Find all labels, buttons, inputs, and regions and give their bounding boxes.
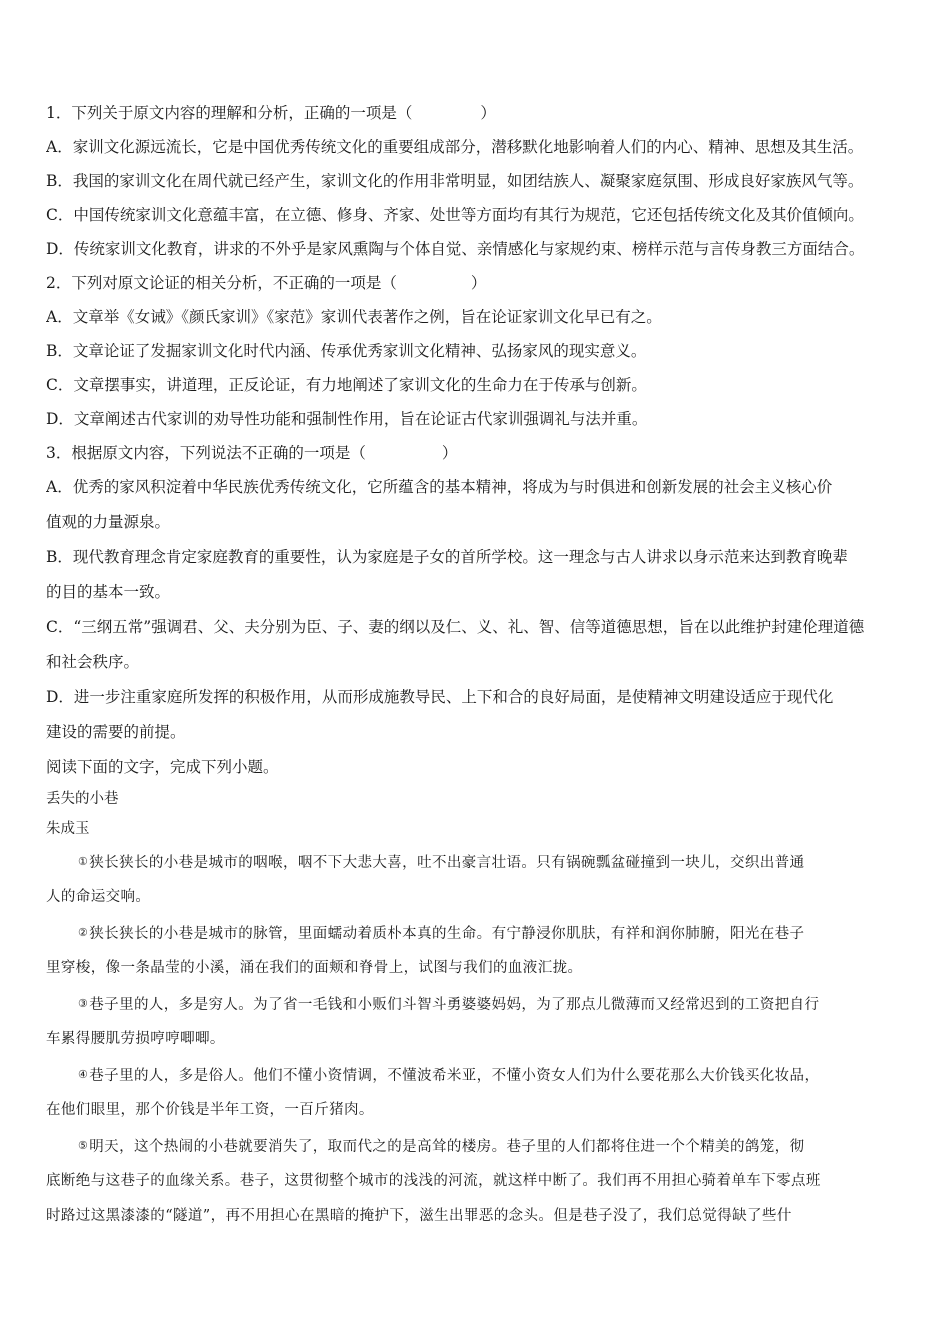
story-title: 丢失的小巷	[46, 791, 119, 807]
story-paragraph-4-cont: 在他们眼里，那个价钱是半年工资，一百斤猪肉。	[46, 1101, 374, 1118]
story-paragraph-1-cont: 人的命运交响。	[46, 888, 151, 905]
story-paragraph-1: ①狭长狭长的小巷是城市的咽喉，咽不下大悲大喜，吐不出豪言壮语。只有锅碗瓢盆碰撞到一块儿，交织出普通	[78, 855, 805, 871]
question-3-option-b-cont: 的目的基本一致。	[46, 583, 171, 601]
question-3-stem: 3．根据原文内容，下列说法不正确的一项是（ ）	[46, 444, 458, 462]
question-3-option-a: A．优秀的家风积淀着中华民族优秀传统文化，它所蕴含的基本精神，将成为与时俱进和创新发展的社会主义核心价	[46, 478, 833, 496]
question-2-option-d: D．文章阐述古代家训的劝导性功能和强制性作用，旨在论证古代家训强调礼与法并重。	[46, 410, 648, 428]
story-paragraph-2: ②狭长狭长的小巷是城市的脉管，里面蠕动着质朴本真的生命。有宁静浸你肌肤，有祥和润你肺腑，阳光在巷子	[78, 926, 805, 942]
story-author: 朱成玉	[46, 821, 90, 837]
story-paragraph-5-cont: 底断绝与这巷子的血缘关系。巷子，这贯彻整个城市的浅浅的河流，就这样中断了。我们再不用担心骑着单车下零点班	[46, 1172, 821, 1189]
story-paragraph-5-cont: 时路过这黑漆漆的“隧道”，再不用担心在黑暗的掩护下，滋生出罪恶的念头。但是巷子没了，我们总觉得缺了些什	[46, 1208, 792, 1224]
question-2-stem: 2．下列对原文论证的相关分析，不正确的一项是（ ）	[46, 274, 487, 292]
question-2-option-b: B．文章论证了发掘家训文化时代内涵、传承优秀家训文化精神、弘扬家风的现实意义。	[46, 342, 647, 360]
question-3-option-a-cont: 值观的力量源泉。	[46, 513, 171, 531]
story-paragraph-2-cont: 里穿梭，像一条晶莹的小溪，涌在我们的面颊和脊骨上，试图与我们的血液汇拢。	[46, 959, 583, 976]
document-page	[46, 96, 918, 1235]
story-paragraph-4: ④巷子里的人，多是俗人。他们不懂小资情调，不懂波希米亚，不懂小资女人们为什么要花那么大价钱买化妆品，	[78, 1068, 820, 1084]
story-paragraph-3-cont: 车累得腰肌劳损哼哼唧唧。	[46, 1030, 225, 1047]
question-1-option-a: A．家训文化源远流长，它是中国优秀传统文化的重要组成部分，潜移默化地影响着人们的内心、精神、思想及其生活。	[46, 138, 864, 156]
story-paragraph-3: ③巷子里的人，多是穷人。为了省一毛钱和小贩们斗智斗勇婆婆妈妈，为了那点儿微薄而又经常迟到的工资把自行	[78, 997, 820, 1013]
question-1-option-d: D．传统家训文化教育，讲求的不外乎是家风熏陶与个体自觉、亲情感化与家规约束、榜样示范与言传身教三方面结合。	[46, 240, 865, 258]
story-paragraph-5: ⑤明天，这个热闹的小巷就要消失了，取而代之的是高耸的楼房。巷子里的人们都将住进一个个精美的鸽笼，彻	[78, 1139, 805, 1155]
question-3-option-d-cont: 建设的需要的前提。	[46, 723, 186, 741]
question-2-option-a: A．文章举《女诫》《颜氏家训》《家范》家训代表著作之例，旨在论证家训文化早已有之。	[46, 308, 662, 326]
question-3-option-d: D．进一步注重家庭所发挥的积极作用，从而形成施教导民、上下和合的良好局面，是使精神文明建设适应于现代化	[46, 688, 834, 706]
question-3-option-c-cont: 和社会秩序。	[46, 653, 140, 671]
question-1-stem: 1．下列关于原文内容的理解和分析，正确的一项是（ ）	[46, 104, 496, 122]
question-1-option-b: B．我国的家训文化在周代就已经产生，家训文化的作用非常明显，如团结族人、凝聚家庭氛围、形成良好家族风气等。	[46, 172, 864, 190]
question-2-option-c: C．文章摆事实，讲道理，正反论证，有力地阐述了家训文化的生命力在于传承与创新。	[46, 376, 647, 394]
question-3-option-c: C．“三纲五常”强调君、父、夫分别为臣、子、妻的纲以及仁、义、礼、智、信等道德思想，旨在以此维护封建伦理道德	[46, 618, 865, 636]
question-3-option-b: B．现代教育理念肯定家庭教育的重要性，认为家庭是子女的首所学校。这一理念与古人讲求以身示范来达到教育晚辈	[46, 548, 848, 566]
question-1-option-c: C．中国传统家训文化意蕴丰富，在立德、修身、齐家、处世等方面均有其行为规范，它还包括传统文化及其价值倾向。	[46, 206, 864, 224]
reading-instruction: 阅读下面的文字，完成下列小题。	[46, 758, 279, 776]
